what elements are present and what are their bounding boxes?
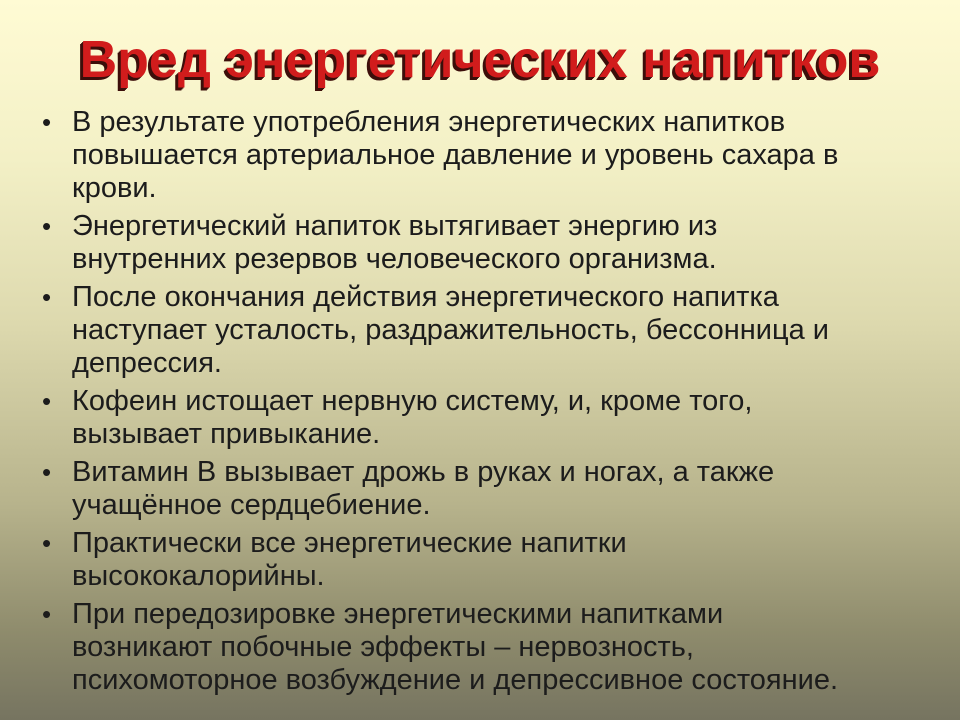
bullet-dot-icon: •	[42, 386, 52, 416]
bullet-line: Энергетический напиток вытягивает энергию из	[72, 210, 718, 242]
bullet-line: После окончания действия энергетического напитка	[72, 281, 779, 313]
bullet-text	[72, 456, 774, 522]
bullet-line: Витамин В вызывает дрожь в руках и ногах, а также	[72, 456, 775, 488]
bullet-dot-icon: •	[42, 282, 52, 312]
bullet-dot-icon: •	[42, 457, 52, 487]
bullet-line: При передозировке энергетическими напитками	[72, 598, 724, 630]
bullet-list	[0, 106, 960, 697]
bullet-line: вызывает привыкание.	[72, 418, 381, 450]
bullet-line: внутренних резервов человеческого организма.	[72, 243, 717, 275]
bullet-text	[72, 106, 838, 205]
bullet-line: высококалорийны.	[72, 560, 325, 592]
bullet-line: депрессия.	[72, 347, 222, 379]
bullet-dot-icon: •	[42, 599, 52, 629]
bullet-line: повышается артериальное давление и уровень сахара в	[72, 139, 839, 171]
bullet-text	[72, 598, 838, 697]
bullet-line: возникают побочные эффекты – нервозность,	[72, 631, 694, 663]
bullet-text	[72, 281, 829, 380]
bullet-line: учащённое сердцебиение.	[72, 489, 431, 521]
bullet-item	[38, 106, 940, 205]
bullet-item	[38, 385, 940, 451]
bullet-item	[38, 210, 940, 276]
bullet-dot-icon: •	[42, 211, 52, 241]
bullet-line: В результате употребления энергетических напитков	[72, 106, 786, 138]
bullet-dot-icon: •	[42, 528, 52, 558]
bullet-line: психомоторное возбуждение и депрессивное состояние.	[72, 664, 839, 696]
bullet-line: Практически все энергетические напитки	[72, 527, 627, 559]
bullet-dot-icon: •	[42, 107, 52, 137]
bullet-text	[72, 385, 752, 451]
bullet-line: наступает усталость, раздражительность, бессонница и	[72, 314, 829, 346]
bullet-item	[38, 456, 940, 522]
bullet-line: крови.	[72, 172, 157, 204]
bullet-text	[72, 527, 627, 593]
bullet-text	[72, 210, 717, 276]
bullet-item	[38, 527, 940, 593]
bullet-item	[38, 281, 940, 380]
slide-title: Вред энергетических напитков	[79, 31, 881, 89]
bullet-item	[38, 598, 940, 697]
bullet-line: Кофеин истощает нервную систему, и, кроме того,	[72, 385, 753, 417]
